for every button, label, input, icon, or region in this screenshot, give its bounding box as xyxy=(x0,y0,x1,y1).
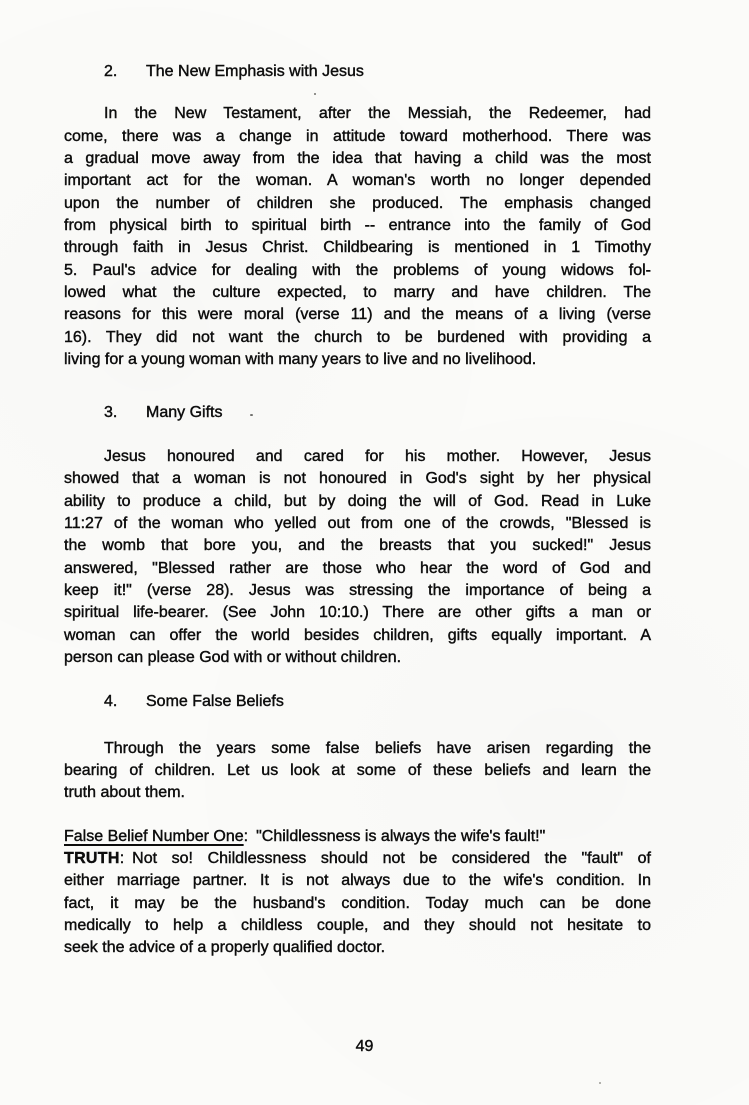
text-line: reasons for this were moral (verse 11) and the means of a living (verse xyxy=(64,306,651,324)
text-line: the womb that bore you, and the breasts that you sucked!" Jesus xyxy=(64,537,651,555)
text-line: truth about them. xyxy=(64,784,185,802)
truth-continuation-lines xyxy=(64,870,651,959)
text-line: seek the advice of a properly qualified doctor. xyxy=(64,939,386,957)
paragraph-new-testament xyxy=(64,103,651,371)
truth-colon: : xyxy=(119,849,125,867)
text-line: living for a young woman with many years to live and no livelihood. xyxy=(64,351,537,369)
text-line: lowed what the culture expected, to marry and have children. The xyxy=(64,284,651,302)
text-line: fact, it may be the husband's condition. Today much can be done xyxy=(64,894,651,912)
truth-first-line xyxy=(64,848,651,870)
scan-speck xyxy=(250,414,253,416)
text-line: medically to help a childless couple, and they should not hesitate to xyxy=(64,917,651,934)
false-belief-label: False Belief Number One xyxy=(64,827,244,845)
text-line: ability to produce a child, but by doing the will of God. Read in Luke xyxy=(64,492,651,510)
section-heading-false-beliefs xyxy=(64,691,651,713)
text-line: from physical birth to spiritual birth -- entrance into the family of God xyxy=(64,217,651,235)
text-line: through faith in Jesus Christ. Childbearing is mentioned in 1 Timothy xyxy=(64,239,651,257)
page-content xyxy=(64,61,651,1058)
truth-label: TRUTH xyxy=(64,849,120,867)
text-line: 11:27 of the woman who yelled out from one of the crowds, "Blessed is xyxy=(64,514,651,532)
text-line: woman can offer the world besides children, gifts equally important. A xyxy=(64,626,651,644)
text-line: In the New Testament, after the Messiah, the Redeemer, had xyxy=(104,105,651,123)
section-title: Many Gifts xyxy=(146,404,223,422)
text-line: Jesus honoured and cared for his mother. However, Jesus xyxy=(104,447,651,465)
text-line: bearing of children. Let us look at some of these beliefs and learn the xyxy=(64,761,651,779)
false-belief-statement: "Childlessness is always the wife's fault!" xyxy=(256,827,546,845)
truth-first-line-text: Not so! Childlessness should not be considered the "fault" of xyxy=(132,849,651,867)
text-line: showed that a woman is not honoured in God's sight by her physical xyxy=(64,470,651,488)
false-belief-heading-line xyxy=(64,826,651,848)
paragraph-through-the-years xyxy=(64,738,651,805)
scan-speck xyxy=(599,1082,601,1084)
text-line: upon the number of children she produced. The emphasis changed xyxy=(64,194,651,212)
scan-speck xyxy=(314,93,316,95)
text-line: Through the years some false beliefs have arisen regarding the xyxy=(104,739,651,757)
text-line: answered, "Blessed rather are those who hear the word of God and xyxy=(64,559,651,577)
section-title: The New Emphasis with Jesus xyxy=(146,63,364,80)
paragraph-jesus-honoured xyxy=(64,446,651,669)
text-line: either marriage partner. It is not always due to the wife's condition. In xyxy=(64,872,651,890)
text-line: important act for the woman. A woman's worth no longer depended xyxy=(64,172,651,190)
text-line: person can please God with or without children. xyxy=(64,648,402,666)
text-line: come, there was a change in attitude toward motherhood. There was xyxy=(64,127,651,145)
section-title: Some False Beliefs xyxy=(146,693,284,711)
text-line: a gradual move away from the idea that having a child was the most xyxy=(64,150,651,168)
section-number: 3. xyxy=(104,404,118,422)
section-number: 4. xyxy=(104,693,118,711)
section-heading-new-emphasis xyxy=(64,61,651,83)
text-line: spiritual life-bearer. (See John 10:10.) There are other gifts a man or xyxy=(64,604,651,622)
false-belief-colon: : xyxy=(243,827,249,845)
false-belief-block xyxy=(64,826,651,960)
text-line: 16). They did not want the church to be burdened with providing a xyxy=(64,328,651,346)
section-number: 2. xyxy=(104,63,118,80)
page-number: 49 xyxy=(355,1037,374,1055)
text-line: keep it!" (verse 28). Jesus was stressing the importance of being a xyxy=(64,581,651,599)
section-heading-many-gifts xyxy=(64,402,651,424)
text-line: 5. Paul's advice for dealing with the problems of young widows fol- xyxy=(64,261,651,279)
